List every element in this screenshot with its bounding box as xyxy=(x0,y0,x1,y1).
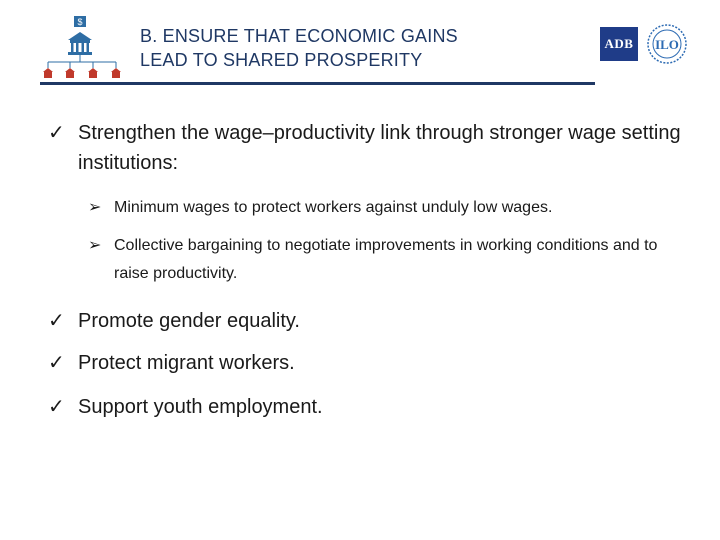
bullet-text-migrant-workers: Protect migrant workers. xyxy=(78,352,295,374)
list-item xyxy=(48,392,688,422)
list-item xyxy=(48,118,688,178)
list-item xyxy=(48,306,688,336)
adb-logo xyxy=(600,27,638,61)
adb-logo-text: ADB xyxy=(604,36,634,51)
bullet-text-wage-productivity: Strengthen the wage–productivity link through stronger wage setting institutions: xyxy=(78,122,681,174)
check-icon: ✓ xyxy=(48,310,65,332)
list-item xyxy=(48,348,688,378)
header-divider xyxy=(40,82,595,85)
check-icon: ✓ xyxy=(48,396,65,418)
title-line-1: B. ENSURE THAT ECONOMIC GAINS xyxy=(140,26,458,46)
sub-list-item xyxy=(48,232,688,288)
page-title xyxy=(140,24,560,72)
sub-list-item xyxy=(48,194,688,222)
prosperity-building-icon xyxy=(38,14,126,80)
check-icon: ✓ xyxy=(48,352,65,374)
sub-bullet-minimum-wages: Minimum wages to protect workers against unduly low wages. xyxy=(114,199,553,216)
sub-bullet-collective-bargaining: Collective bargaining to negotiate improvements in working conditions and to raise productivity. xyxy=(114,237,658,282)
check-icon: ✓ xyxy=(48,122,65,144)
ilo-logo xyxy=(646,23,688,65)
arrow-icon: ➢ xyxy=(88,237,102,254)
bullet-text-gender-equality: Promote gender equality. xyxy=(78,310,300,332)
bullet-list xyxy=(48,118,688,422)
title-line-2: LEAD TO SHARED PROSPERITY xyxy=(140,50,423,70)
bullet-text-youth-employment: Support youth employment. xyxy=(78,396,323,418)
arrow-icon: ➢ xyxy=(88,199,102,216)
svg-text:$: $ xyxy=(77,17,83,27)
svg-text:ILO: ILO xyxy=(655,37,679,52)
